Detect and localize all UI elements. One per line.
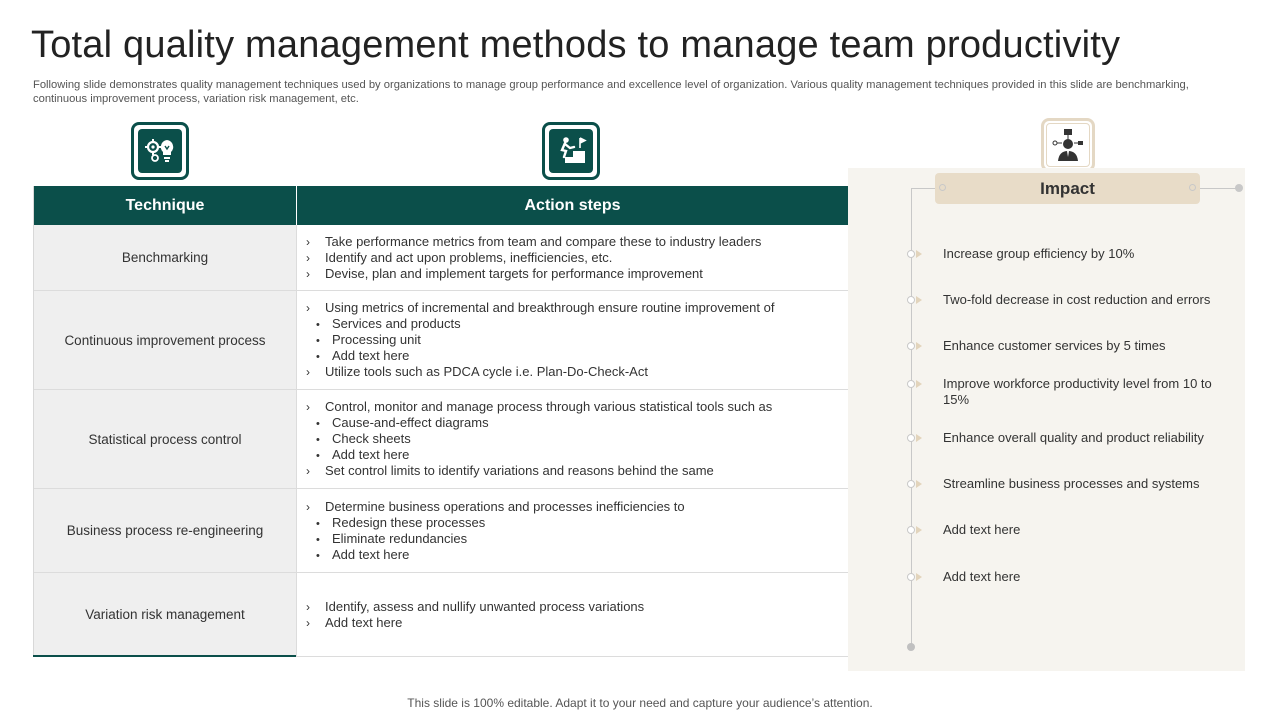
action-step: › Control, monitor and manage process through various statistical tools such as bbox=[306, 399, 848, 415]
action-sub-step: • Processing unit bbox=[306, 332, 848, 348]
techniques-table bbox=[33, 186, 848, 657]
slide-title: Total quality management methods to manage team productivity bbox=[31, 24, 1121, 66]
action-steps-column-header: Action steps bbox=[524, 196, 621, 214]
impact-panel bbox=[848, 168, 1245, 671]
impact-marker bbox=[907, 295, 923, 305]
table-header-row bbox=[34, 186, 848, 225]
impact-item: Improve workforce productivity level from 10 to 15% bbox=[943, 376, 1212, 407]
action-steps-cell bbox=[297, 291, 848, 389]
timeline-end-dot bbox=[907, 643, 915, 651]
header-connector-dot bbox=[1235, 184, 1243, 192]
person-climbing-stairs-icon bbox=[549, 129, 593, 173]
impact-marker bbox=[907, 341, 923, 351]
gears-bulb-icon bbox=[138, 129, 182, 173]
impact-item: Streamline business processes and systems bbox=[943, 476, 1200, 491]
action-sub-step: • Redesign these processes bbox=[306, 515, 848, 531]
businessman-network-icon bbox=[1046, 123, 1090, 167]
table-bottom-accent bbox=[33, 655, 296, 657]
impact-marker bbox=[907, 379, 923, 389]
impact-item: Add text here bbox=[943, 522, 1021, 537]
impact-item: Increase group efficiency by 10% bbox=[943, 246, 1135, 261]
impact-marker bbox=[907, 249, 923, 259]
header-connector-line bbox=[1200, 188, 1240, 189]
action-steps-cell bbox=[297, 225, 848, 290]
timeline-connector bbox=[911, 188, 935, 189]
technique-cell: Statistical process control bbox=[34, 390, 297, 488]
action-step: › Devise, plan and implement targets for performance improvement bbox=[306, 266, 848, 282]
header-ring-right bbox=[1189, 184, 1196, 191]
action-step: › Set control limits to identify variations and reasons behind the same bbox=[306, 463, 848, 479]
technique-cell: Benchmarking bbox=[34, 225, 297, 290]
action-step: › Add text here bbox=[306, 615, 848, 631]
action-steps-cell bbox=[297, 390, 848, 488]
impact-icon-box bbox=[1041, 118, 1095, 172]
impact-marker bbox=[907, 479, 923, 489]
action-sub-step: • Services and products bbox=[306, 316, 848, 332]
slide-footer: This slide is 100% editable. Adapt it to your need and capture your audience’s attention. bbox=[407, 696, 873, 710]
impact-header: Impact bbox=[935, 173, 1200, 204]
impact-marker bbox=[907, 525, 923, 535]
action-sub-step: • Eliminate redundancies bbox=[306, 531, 848, 547]
action-step: › Using metrics of incremental and breakthrough ensure routine improvement of bbox=[306, 300, 848, 316]
table-body bbox=[34, 225, 848, 657]
action-sub-step: • Check sheets bbox=[306, 431, 848, 447]
action-step: › Determine business operations and processes inefficiencies to bbox=[306, 499, 848, 515]
table-row bbox=[34, 573, 848, 657]
technique-cell: Business process re-engineering bbox=[34, 489, 297, 572]
technique-cell: Variation risk management bbox=[34, 573, 297, 656]
action-icon-box bbox=[542, 122, 600, 180]
impact-item: Enhance overall quality and product reliability bbox=[943, 430, 1204, 445]
impact-item: Two-fold decrease in cost reduction and errors bbox=[943, 292, 1211, 307]
action-sub-step: • Cause-and-effect diagrams bbox=[306, 415, 848, 431]
technique-cell: Continuous improvement process bbox=[34, 291, 297, 389]
action-step: › Identify, assess and nullify unwanted process variations bbox=[306, 599, 848, 615]
table-row bbox=[34, 291, 848, 390]
impact-marker bbox=[907, 572, 923, 582]
impact-item: Enhance customer services by 5 times bbox=[943, 338, 1166, 353]
action-steps-cell bbox=[297, 573, 848, 656]
action-step: › Utilize tools such as PDCA cycle i.e. Plan-Do-Check-Act bbox=[306, 364, 848, 380]
action-step: › Take performance metrics from team and compare these to industry leaders bbox=[306, 234, 848, 250]
impact-marker bbox=[907, 433, 923, 443]
technique-column-header: Technique bbox=[34, 186, 297, 225]
technique-icon-box bbox=[131, 122, 189, 180]
header-ring-left bbox=[939, 184, 946, 191]
table-row bbox=[34, 489, 848, 573]
action-sub-step: • Add text here bbox=[306, 447, 848, 463]
slide-subtitle: Following slide demonstrates quality management techniques used by organizations to manage group performance and excellence level of organization. Various quality management techniques provided in this slide are benchmarking, continuous improvement process, variation risk management, etc. bbox=[33, 79, 1189, 105]
action-steps-cell bbox=[297, 489, 848, 572]
table-row bbox=[34, 225, 848, 291]
action-sub-step: • Add text here bbox=[306, 547, 848, 563]
action-step: › Identify and act upon problems, inefficiencies, etc. bbox=[306, 250, 848, 266]
impact-item: Add text here bbox=[943, 569, 1021, 584]
action-sub-step: • Add text here bbox=[306, 348, 848, 364]
table-row bbox=[34, 390, 848, 489]
